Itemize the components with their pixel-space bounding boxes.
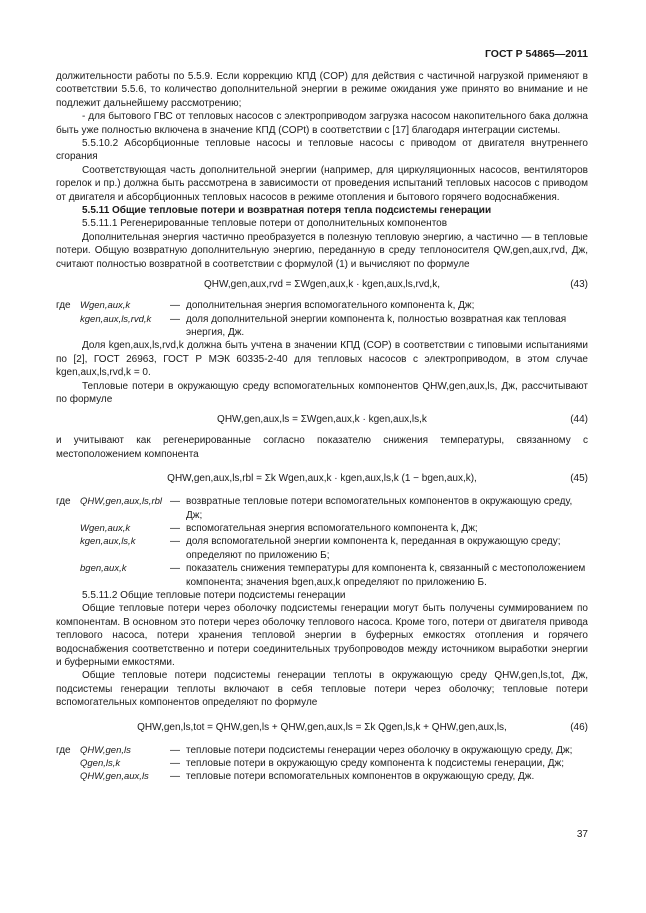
- where-word: [56, 313, 78, 340]
- clause-heading: 5.5.11.2 Общие тепловые потери подсистемы генерации: [82, 590, 346, 601]
- equation-formula: QHW,gen,aux,rvd = ΣWgen,aux,k · kgen,aux,ls,rvd,k,: [203, 279, 440, 291]
- definition-text: доля дополнительной энергии компонента k, полностью возвратная как тепловая энергия, Дж.: [186, 313, 567, 338]
- definition-dash: —: [170, 522, 180, 534]
- definition-symbol: QHW,gen,aux,ls,rbl: [80, 496, 163, 508]
- where-word: [56, 757, 78, 770]
- definition-text: тепловые потери подсистемы генерации через оболочку в окружающую среду, Дж;: [186, 744, 573, 756]
- definition-row: [56, 313, 588, 340]
- definition-text: возвратные тепловые потери вспомогательных компонентов в окружающую среду, Дж;: [186, 496, 573, 521]
- definition-text: доля вспомогательной энергии компонента k, переданная в окружающую среду; определяют по приложению Б;: [186, 536, 561, 561]
- definition-dash: —: [170, 744, 180, 756]
- equation-number: (46): [570, 721, 588, 733]
- equation-number: (44): [570, 414, 588, 426]
- clause-heading: 5.5.11.1 Регенерированные тепловые потери от дополнительных компонентов: [82, 218, 448, 230]
- where-word: [56, 562, 78, 589]
- paragraph: Доля kgen,aux,ls,rvd,k должна быть учтена в значении КПД (COP) в соответствии с типовыми испытаниями по [2], ГОСТ 26963, ГОСТ Р МЭК 60335-2-40 для тепловых насосов с электроприводом, в этом случае kgen,aux,ls,rvd,k = 0.: [56, 340, 588, 379]
- definition-dash: —: [170, 496, 180, 508]
- where-word: где: [56, 300, 71, 312]
- equation-formula: QHW,gen,aux,ls,rbl = Σk Wgen,aux,k · kgen,aux,ls,k (1 − bgen,aux,k),: [167, 473, 477, 485]
- definition-symbol: QHW,gen,aux,ls: [80, 771, 149, 783]
- equation-44: [56, 408, 588, 432]
- equation-formula: QHW,gen,ls,tot = QHW,gen,ls + QHW,gen,aux,ls = Σk Qgen,ls,k + QHW,gen,aux,ls,: [137, 721, 507, 733]
- definition-symbol: kgen,aux,ls,rvd,k: [80, 313, 152, 325]
- paragraph: Дополнительная энергия частично преобразуется в полезную тепловую энергию, а частично — в тепловые потери. Общую возвратную дополнительную энергию, переданную в среду теплоносителя QW,gen,aux,rvd, Дж, считают полностью возвратной в соответствии с формулой (1) и вычисляют по формуле: [56, 231, 588, 270]
- equation-formula: QHW,gen,aux,ls = ΣWgen,aux,k · kgen,aux,ls,k: [217, 414, 427, 426]
- where-word: [56, 770, 78, 783]
- definition-symbol: Wgen,aux,k: [80, 522, 131, 534]
- definition-dash: —: [170, 563, 180, 575]
- definition-symbol: Wgen,aux,k: [80, 300, 131, 312]
- definition-dash: —: [170, 536, 180, 548]
- definition-row: [56, 535, 588, 562]
- paragraph: и учитывают как регенерированные согласно показателю снижения температуры, связанному с местоположением компонента: [56, 435, 588, 460]
- paragraph: Общие тепловые потери подсистемы генерации теплоты в окружающую среду QHW,gen,ls,tot, Дж, подсистемы генерации теплоты включают в себя тепловые потери через оболочку; тепловые потери вспомогательных компонентов определяют по формуле: [56, 670, 588, 709]
- paragraph: должительности работы по 5.5.9. Если коррекцию КПД (COP) для действия с частичной нагрузкой применяют в соответствии 5.5.6, то количество дополнительной энергии в режиме ожидания уже принято во внимание и не подлежит дальнейшему рассмотрению;: [56, 71, 588, 109]
- definition-symbol: Qgen,ls,k: [80, 758, 121, 770]
- paragraph: Общие тепловые потери через оболочку подсистемы генерации могут быть получены суммированием по компонентам. В основном это потери через оболочку теплового насоса. Кроме того, потери от двигателя привода теплового насоса, потери хранения тепловой энергии в буферных емкостях отопления и горячего водоснабжения соответственно и потери соединительных трубопроводов между источником выработки энергии и буферными емкостями.: [56, 603, 588, 669]
- page-body: [56, 70, 588, 784]
- definitions-43: [56, 299, 588, 339]
- section-heading: 5.5.11 Общие тепловые потери и возвратная потеря тепла подсистемы генерации: [82, 205, 492, 217]
- definition-dash: —: [170, 758, 180, 770]
- definition-row: [56, 744, 588, 757]
- definition-row: [56, 299, 588, 312]
- definition-row: [56, 757, 588, 770]
- definition-row: [56, 495, 588, 522]
- definition-row: [56, 522, 588, 535]
- definition-text: вспомогательная энергия вспомогательного компонента k, Дж;: [186, 522, 478, 534]
- definition-dash: —: [170, 300, 180, 312]
- definition-dash: —: [170, 313, 180, 325]
- paragraph: Соответствующая часть дополнительной энергии (например, для циркуляционных насосов, вентиляторов горелок и пр.) должна быть рассмотрена в зависимости от проведения испытаний тепловых насосов с приводом от двигателя и абсорбционных тепловых насосов в режиме отопления и бытового горячего водоснабжения.: [56, 164, 588, 203]
- definition-dash: —: [170, 771, 180, 783]
- equation-46: [56, 712, 588, 742]
- definition-symbol: QHW,gen,ls: [80, 744, 131, 756]
- definitions-45: [56, 495, 588, 589]
- paragraph: - для бытового ГВС от тепловых насосов с электроприводом загрузка насосом накопительного бака должна быть уже полностью включена в значение КПД (COPt) в соответствии с [17] благодаря интеграции системы.: [56, 111, 588, 136]
- document-header: ГОСТ Р 54865—2011: [484, 48, 588, 60]
- where-word: [56, 535, 78, 562]
- where-word: [56, 522, 78, 535]
- definition-row: [56, 770, 588, 783]
- definition-symbol: kgen,aux,ls,k: [80, 536, 136, 548]
- definition-symbol: bgen,aux,k: [80, 563, 127, 575]
- definition-text: тепловые потери в окружающую среду компонента k подсистемы генерации, Дж;: [186, 758, 565, 770]
- clause-heading: 5.5.10.2 Абсорбционные тепловые насосы и тепловые насосы с приводом от двигателя внутреннего сгорания: [56, 138, 588, 163]
- paragraph: Тепловые потери в окружающую среду вспомогательных компонентов QHW,gen,aux,ls, Дж, рассчитывают по формуле: [56, 380, 588, 405]
- equation-43: [56, 273, 588, 297]
- where-word: где: [56, 496, 71, 508]
- definition-text: тепловые потери вспомогательных компонентов в окружающую среду, Дж.: [186, 771, 535, 783]
- equation-number: (45): [570, 473, 588, 485]
- definition-text: дополнительная энергия вспомогательного компонента k, Дж;: [186, 300, 475, 312]
- definitions-46: [56, 744, 588, 784]
- equation-45: [56, 463, 588, 493]
- page-number: 37: [576, 829, 588, 840]
- where-word: где: [56, 744, 71, 756]
- equation-number: (43): [570, 279, 588, 291]
- definition-text: показатель снижения температуры для компонента k, связанный с местоположением компонента; значения bgen,aux,k определяют по приложению Б.: [186, 563, 586, 588]
- definition-row: [56, 562, 588, 589]
